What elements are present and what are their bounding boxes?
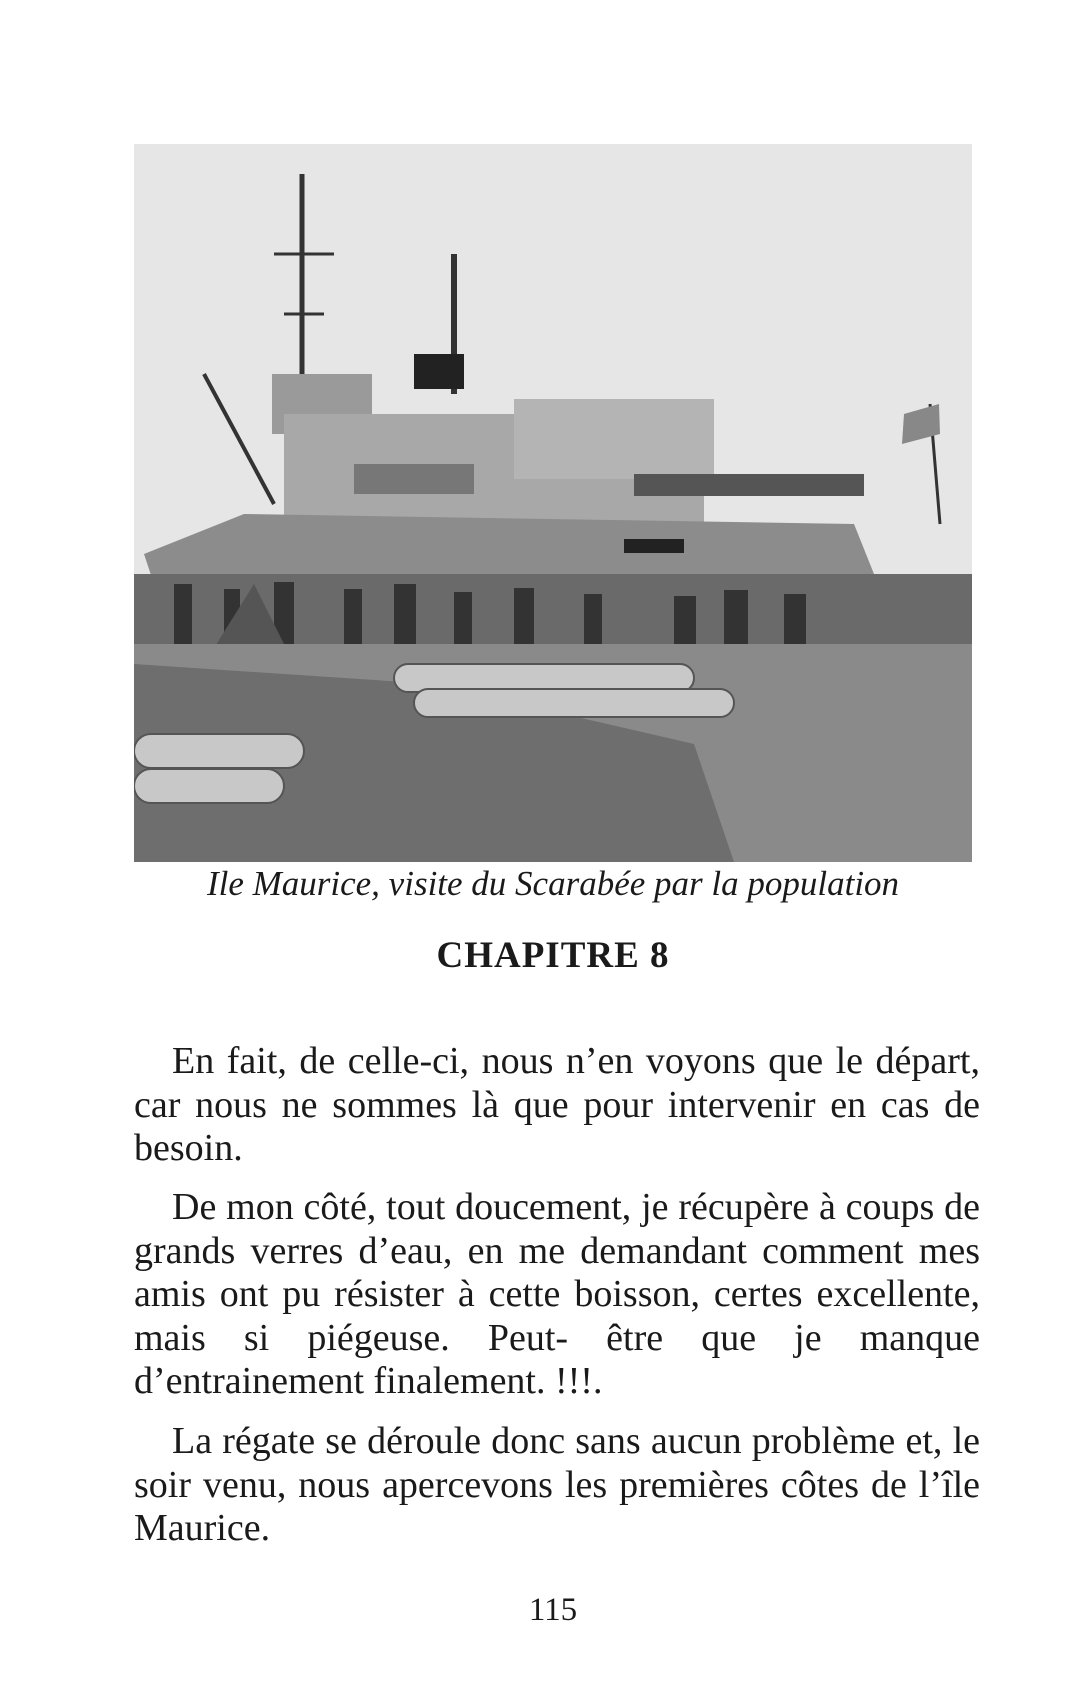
- page-number: 115: [528, 1592, 578, 1628]
- ship-illustration: [134, 144, 972, 862]
- photo-caption: Ile Maurice, visite du Scarabée par la population: [206, 864, 900, 903]
- hull-nameplate: [624, 539, 684, 553]
- paragraph: De mon côté, tout doucement, je récupère à coups de grands verres d’eau, en me demandant comment mes amis ont pu résister à cette boisson, certes excellente, mais si piégeuse. Peut- être que je manque d’entrainement finalement. !!!.: [134, 1186, 980, 1402]
- ship-photo: [134, 144, 972, 862]
- chapter-title: CHAPITRE 8: [436, 935, 670, 976]
- paragraph: En fait, de celle-ci, nous n’en voyons que le départ, car nous ne sommes là que pour intervenir en cas de besoin.: [134, 1040, 980, 1169]
- paragraph: La régate se déroule donc sans aucun problème et, le soir venu, nous apercevons les premières côtes de l’île Maurice.: [134, 1420, 980, 1549]
